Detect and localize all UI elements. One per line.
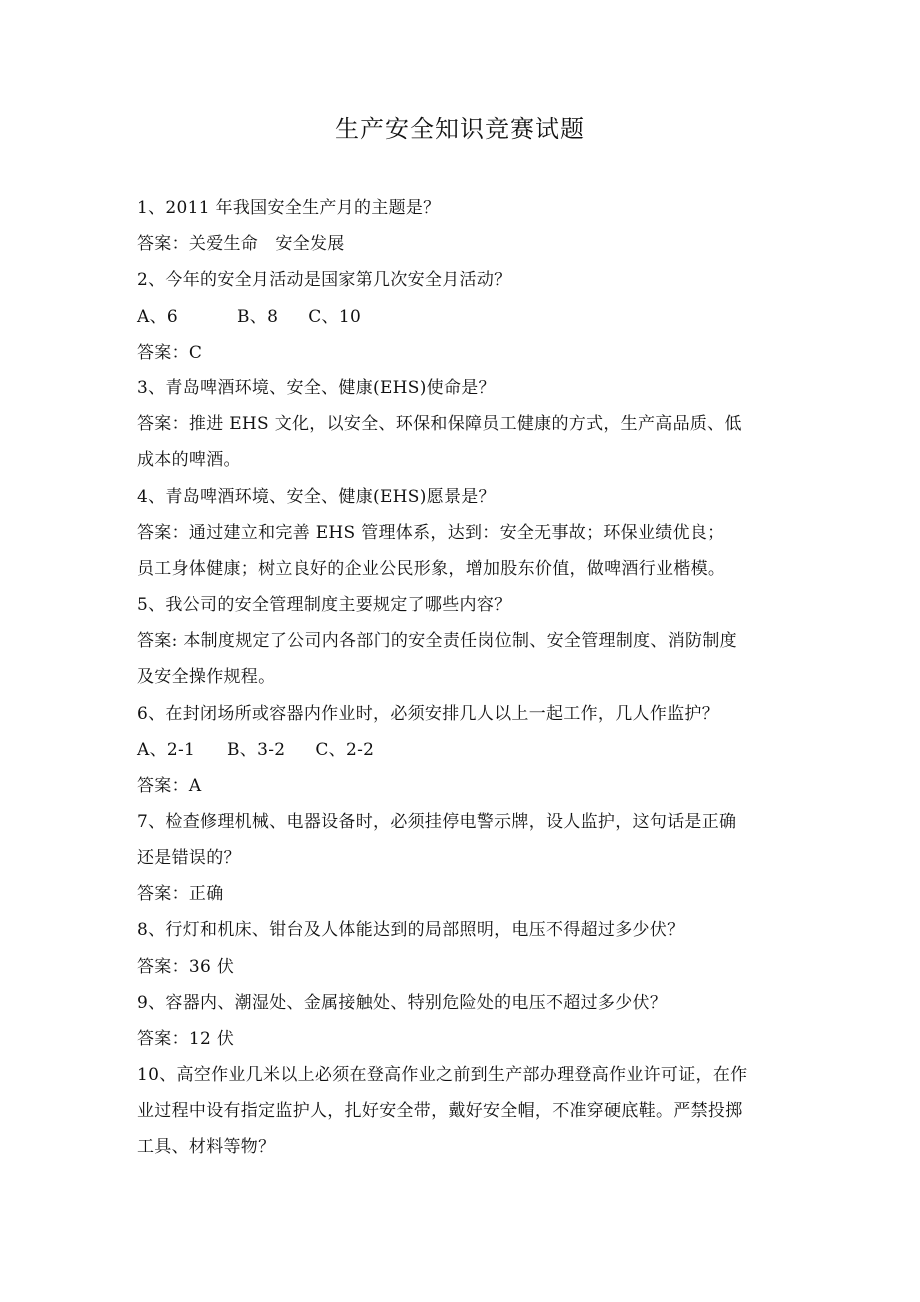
- answer-3-line-1: 答案：推进 EHS 文化，以安全、环保和保障员工健康的方式，生产高品质、低: [137, 414, 742, 434]
- question-2: 2、今年的安全月活动是国家第几次安全月活动？: [137, 270, 512, 290]
- answer-2: 答案：C: [137, 343, 203, 363]
- option-b: B、3-2: [227, 740, 286, 760]
- question-8: 8、行灯和机床、钳台及人体能达到的局部照明，电压不得超过多少伏？: [137, 920, 685, 940]
- option-a: A、6: [137, 307, 178, 327]
- option-b: B、8: [237, 307, 279, 327]
- question-6: 6、在封闭场所或容器内作业时，必须安排几人以上一起工作，几人作监护？: [137, 704, 720, 724]
- option-a: A、2-1: [137, 740, 196, 760]
- answer-1: 答案：关爱生命 安全发展: [137, 234, 345, 254]
- question-1: 1、2011 年我国安全生产月的主题是？: [137, 198, 441, 218]
- document-title: 生产安全知识竞赛试题: [335, 115, 585, 143]
- answer-5-line-2: 及安全操作规程。: [137, 667, 276, 687]
- answer-4-line-2: 员工身体健康；树立良好的企业公民形象，增加股东价值，做啤酒行业楷模。: [137, 559, 726, 579]
- question-5: 5、我公司的安全管理制度主要规定了哪些内容？: [137, 595, 512, 615]
- answer-7: 答案：正确: [137, 884, 224, 904]
- answer-4-line-1: 答案：通过建立和完善 EHS 管理体系，达到：安全无事故；环保业绩优良；: [137, 523, 725, 543]
- question-7-line-2: 还是错误的？: [137, 848, 241, 868]
- answer-9: 答案：12 伏: [137, 1029, 235, 1049]
- question-10-line-3: 工具、材料等物？: [137, 1137, 276, 1157]
- answer-8: 答案：36 伏: [137, 957, 235, 977]
- question-9: 9、容器内、潮湿处、金属接触处、特别危险处的电压不超过多少伏？: [137, 993, 668, 1013]
- question-10-line-1: 10、高空作业几米以上必须在登高作业之前到生产部办理登高作业许可证，在作: [137, 1065, 748, 1085]
- question-7-line-1: 7、检查修理机械、电器设备时，必须挂停电警示牌，设人监护，这句话是正确: [137, 812, 737, 832]
- options-6: [137, 738, 797, 762]
- answer-5-line-1: 答案: 本制度规定了公司内各部门的安全责任岗位制、安全管理制度、消防制度: [137, 631, 737, 651]
- answer-3-line-2: 成本的啤酒。: [137, 450, 241, 470]
- answer-6: 答案：A: [137, 776, 202, 796]
- options-2: [137, 305, 797, 329]
- option-c: C、10: [308, 307, 362, 327]
- question-3: 3、青岛啤酒环境、安全、健康(EHS)使命是？: [137, 378, 496, 398]
- question-4: 4、青岛啤酒环境、安全、健康(EHS)愿景是？: [137, 487, 496, 507]
- question-10-line-2: 业过程中设有指定监护人，扎好安全带，戴好安全帽，不准穿硬底鞋。严禁投掷: [137, 1101, 743, 1121]
- option-c: C、2-2: [315, 740, 375, 760]
